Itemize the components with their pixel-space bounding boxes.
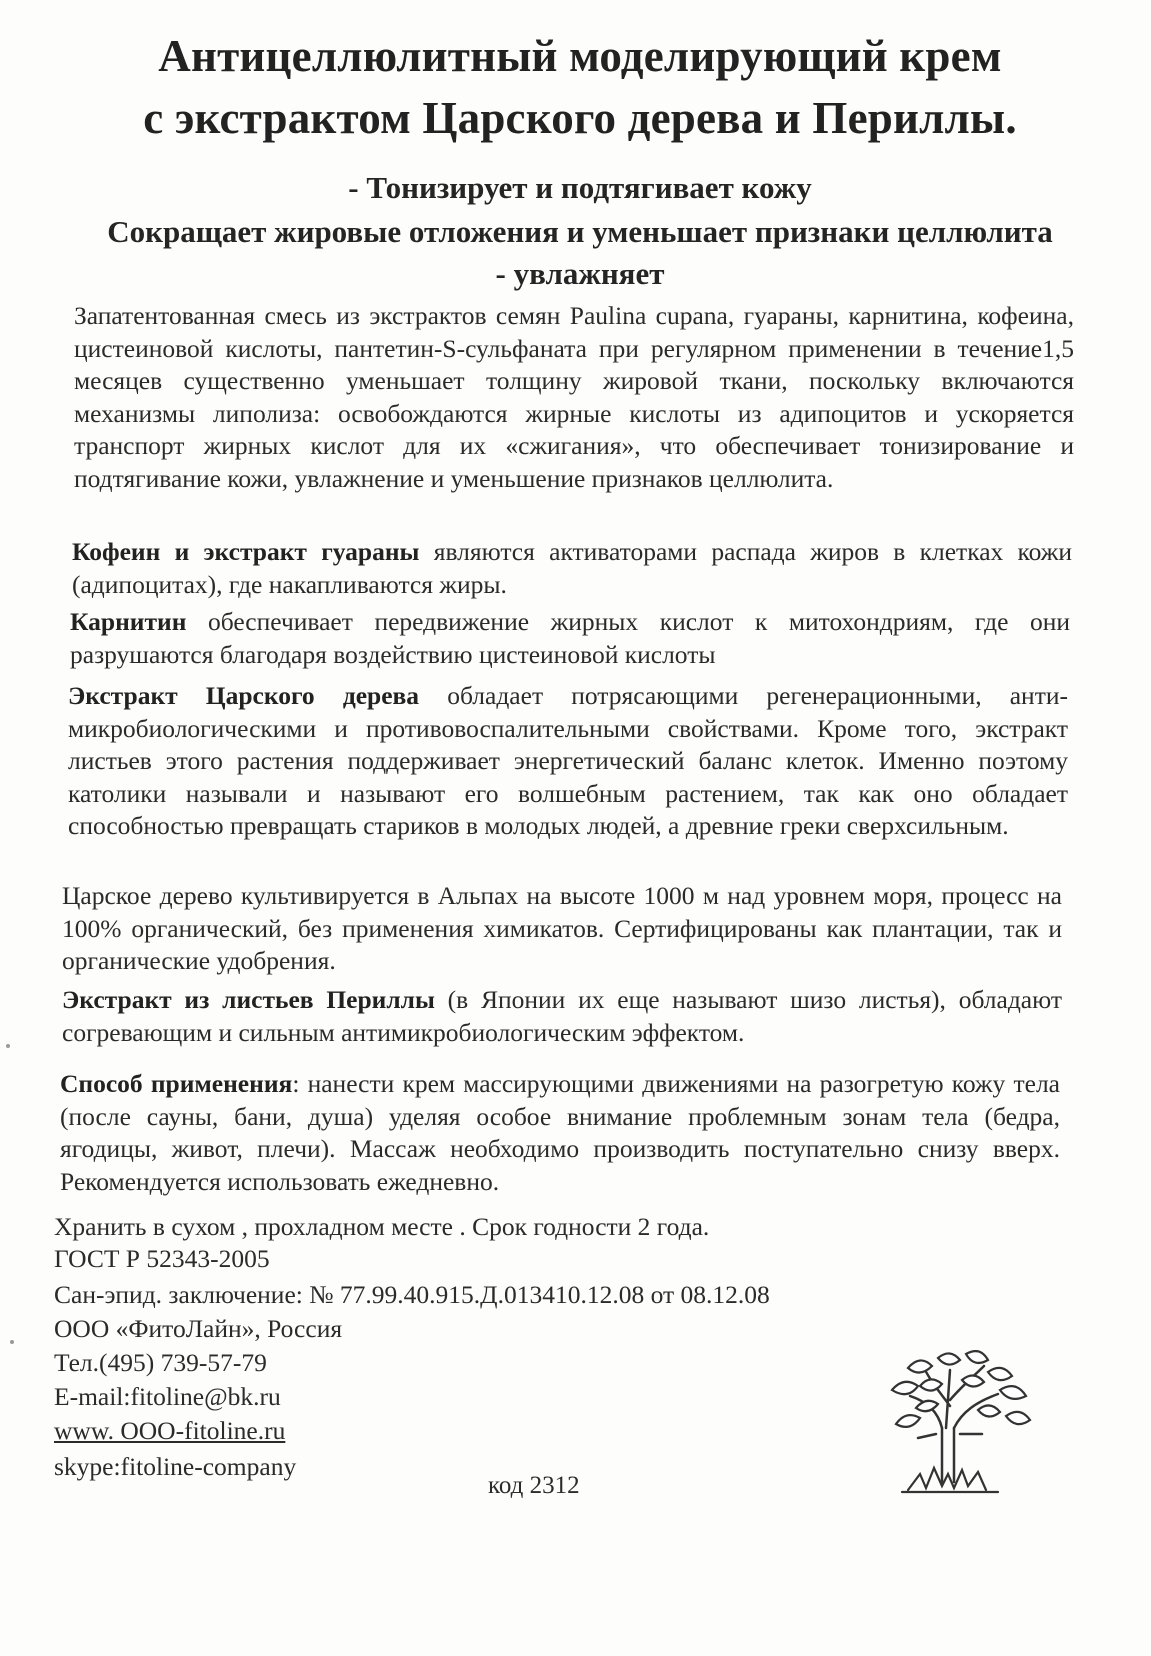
- storage-line: Хранить в сухом , прохладном месте . Срок годности 2 года.: [54, 1212, 710, 1241]
- title-line-1: Антицеллюлитный моделирующий крем: [158, 31, 1002, 81]
- carnitine-heading: Карнитин: [70, 607, 187, 636]
- skype-line: skype:fitoline-company: [54, 1452, 297, 1481]
- caffeine-heading: Кофеин и экстракт гуараны: [72, 537, 420, 566]
- phone-line: Тел.(495) 739-57-79: [54, 1348, 267, 1377]
- website-link[interactable]: www. OOO-fitoline.ru: [54, 1416, 286, 1445]
- usage-paragraph: [60, 1068, 1060, 1198]
- caffeine-text: являются активаторами распада жиров в клетках кожи (адипоцитах), где накапливаются жиры.: [72, 537, 1072, 599]
- caffeine-paragraph: [72, 536, 1072, 601]
- sanepid-line: Сан-эпид. заключение: № 77.99.40.915.Д.013410.12.08 от 08.12.08: [54, 1280, 770, 1309]
- claim-tones: - Тонизирует и подтягивает кожу: [348, 170, 812, 205]
- scan-dot: [6, 1044, 10, 1048]
- company-line: ООО «ФитоЛайн», Россия: [54, 1314, 343, 1343]
- title-line-2: с экстрактом Царского дерева и Периллы.: [143, 93, 1017, 143]
- alps-paragraph: Царское дерево культивируется в Альпах на высоте 1000 м над уровнем моря, процесс на 100% органический, без применения химикатов. Сертифицированы как плантации, так и органические удобрения.: [62, 881, 1062, 975]
- carnitine-text: обеспечивает передвижение жирных кислот к митохондриям, где они разрушаются благодаря воздействию цистеиновой кислоты: [70, 607, 1070, 669]
- perilla-paragraph: [62, 984, 1062, 1049]
- product-code: код 2312: [488, 1472, 580, 1499]
- tsar-tree-text: обладает потрясающими регенерационными, антимикробиологическими и противовоспалительными свойствами. Кроме того, экстракт листьев этого растения поддерживает энергетический баланс клеток. Именно поэтому католики называли и называют его волшебным растением, так как оно обладает способностью превращать стариков в молодых людей, а древние греки сверхсильным.: [68, 681, 1068, 840]
- tree-icon: [858, 1350, 1068, 1500]
- scan-dot: [10, 1340, 14, 1344]
- usage-heading: Способ применения: [60, 1069, 293, 1098]
- perilla-heading: Экстракт из листьев Периллы: [62, 985, 435, 1014]
- perilla-text: (в Японии их еще называют шизо листья), обладают согревающим и сильным антимикробиологическим эффектом.: [62, 985, 1062, 1047]
- gost-line: ГОСТ Р 52343-2005: [54, 1244, 270, 1273]
- claim-moisturizes: - увлажняет: [495, 256, 665, 291]
- tsar-tree-heading: Экстракт Царского дерева: [68, 681, 420, 710]
- carnitine-paragraph: [70, 606, 1070, 671]
- email-line: E-mail:fitoline@bk.ru: [54, 1382, 281, 1411]
- claim-reduces-fat: Сокращает жировые отложения и уменьшает признаки целлюлита: [107, 214, 1053, 249]
- intro-paragraph: Запатентованная смесь из экстрактов семян Paulina cupana, гуараны, карнитина, кофеина, цистеиновой кислоты, пантетин-S-сульфаната при регулярном применении в течение1,5 месяцев существенно уменьшает толщину жировой ткани, поскольку включаются механизмы липолиза: освобождаются жирные кислоты из адипоцитов и ускоряется транспорт жирных кислот для их «сжигания», что обеспечивает тонизирование и подтягивание кожи, увлажнение и уменьшение признаков целлюлита.: [74, 301, 1074, 493]
- tsar-tree-paragraph: [68, 680, 1068, 843]
- usage-text: : нанести крем массирующими движениями на разогретую кожу тела (после сауны, бани, душа) уделяя особое внимание проблемным зонам тела (бедра, ягодицы, живот, плечи). Массаж необходимо производить поступательно снизу вверх. Рекомендуется использовать ежедневно.: [60, 1069, 1060, 1196]
